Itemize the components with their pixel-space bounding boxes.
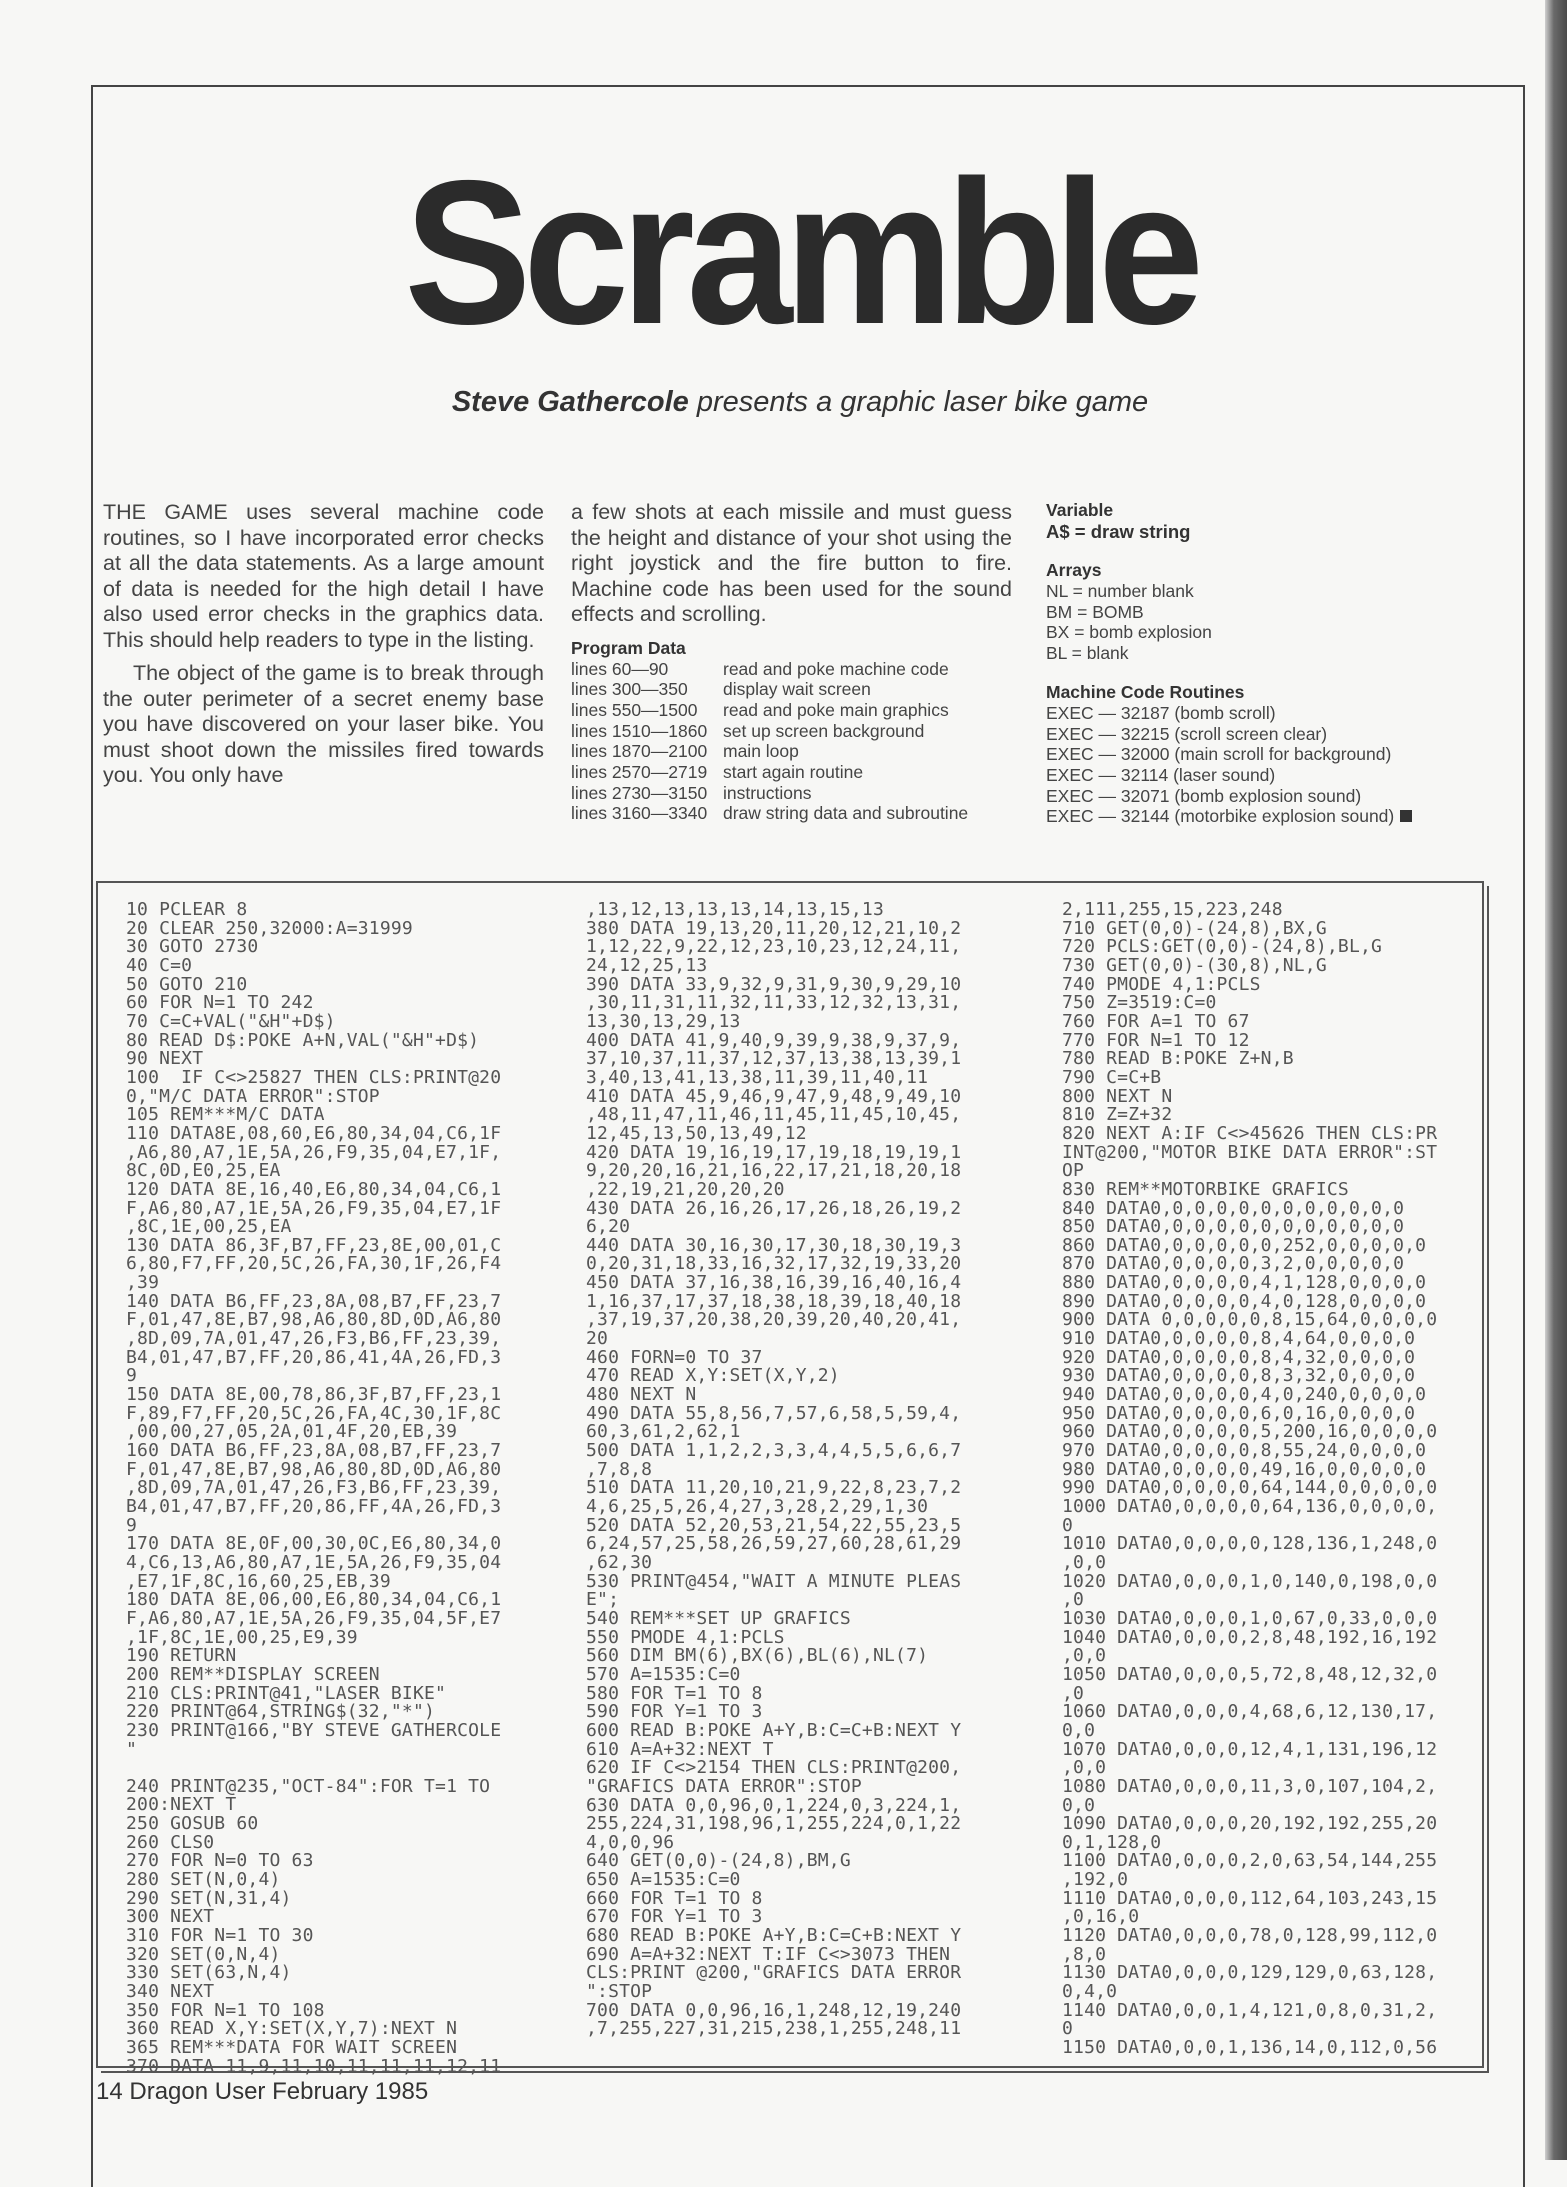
array-item: NL = number blank — [1046, 581, 1194, 601]
author-name: Steve Gathercole — [451, 386, 689, 418]
line-range: lines 1870—2100 — [571, 741, 708, 762]
listing-line: 380 DATA 19,13,20,11,20,12,21,10,2 — [586, 917, 962, 939]
listing-line: 1140 DATA0,0,0,1,4,121,0,8,0,31,2, — [1062, 1999, 1438, 2021]
routine-text: EXEC — 32187 (bomb scroll) — [1046, 702, 1276, 723]
listing-line: 500 DATA 1,1,2,2,3,3,4,4,5,5,6,6,7 — [586, 1440, 962, 1462]
line-range: lines 2570—2719 — [571, 762, 708, 783]
listing-line: 8C,0D,E0,25,EA — [126, 1160, 281, 1182]
program-listing — [96, 881, 1484, 2077]
listing-line: ,62,30 — [586, 1551, 653, 1573]
listing-line: 1,16,37,17,37,18,38,18,39,18,40,18 — [586, 1290, 962, 1312]
listing-line: 980 DATA0,0,0,0,0,49,16,0,0,0,0,0 — [1062, 1458, 1427, 1480]
listing-line: 6,80,F7,FF,20,5C,26,FA,30,1F,26,F4 — [126, 1253, 502, 1275]
listing-line: "GRAFICS DATA ERROR":STOP — [586, 1775, 862, 1797]
listing-line: 20 — [586, 1328, 609, 1350]
listing-line: ,7,8,8 — [586, 1458, 653, 1480]
listing-line: 0,0 — [1062, 1719, 1096, 1741]
listing-line: 620 IF C<>2154 THEN CLS:PRINT@200, — [586, 1757, 962, 1779]
listing-line: 110 DATA8E,08,60,E6,80,34,04,C6,1F — [126, 1122, 502, 1144]
listing-line: INT@200,"MOTOR BIKE DATA ERROR":ST — [1062, 1141, 1438, 1163]
listing-line: 760 FOR A=1 TO 67 — [1062, 1010, 1250, 1032]
variable-line: A$ = draw string — [1046, 521, 1191, 542]
listing-line: 970 DATA0,0,0,0,0,8,55,24,0,0,0,0 — [1062, 1440, 1427, 1462]
article-subtitle — [0, 386, 1567, 419]
program-data-row — [571, 741, 1012, 762]
line-range: lines 550—1500 — [571, 699, 698, 720]
article-title: Scramble — [404, 138, 1196, 367]
listing-line: 90 NEXT — [126, 1048, 204, 1070]
listing-line: 610 A=A+32:NEXT T — [586, 1738, 774, 1760]
listing-line: 340 NEXT — [126, 1981, 215, 2003]
listing-line: 560 DIM BM(6),BX(6),BL(6),NL(7) — [586, 1645, 929, 1667]
listing-line: 370 DATA 11,9,11,10,11,11,11,12,11 — [126, 2055, 502, 2077]
program-data-row — [571, 700, 1012, 721]
listing-line: 180 DATA 8E,06,00,E6,80,34,04,C6,1 — [126, 1589, 502, 1611]
listing-line: 30 GOTO 2730 — [126, 936, 259, 958]
listing-line: ,8D,09,7A,01,47,26,F3,B6,FF,23,39, — [126, 1477, 502, 1499]
listing-line: 0,4,0 — [1062, 1981, 1118, 2003]
listing-line: F,A6,80,A7,1E,5A,26,F9,35,04,5F,E7 — [126, 1607, 502, 1629]
listing-line: ,39 — [126, 1272, 160, 1294]
program-data-heading: Program Data — [571, 637, 686, 658]
intro-column-2 — [571, 500, 1012, 824]
listing-line: 1110 DATA0,0,0,0,112,64,103,243,15 — [1062, 1887, 1438, 1909]
listing-line: 430 DATA 26,16,26,17,26,18,26,19,2 — [586, 1197, 962, 1219]
listing-line: B4,01,47,B7,FF,20,86,FF,4A,26,FD,3 — [126, 1496, 502, 1517]
listing-line: 910 DATA0,0,0,0,0,8,4,64,0,0,0,0 — [1062, 1328, 1416, 1350]
line-description: instructions — [723, 782, 812, 803]
listing-line: ,37,19,37,20,38,20,39,20,40,20,41, — [586, 1309, 962, 1331]
listing-line: 410 DATA 45,9,46,9,47,9,48,9,49,10 — [586, 1085, 962, 1107]
listing-line: F,A6,80,A7,1E,5A,26,F9,35,04,E7,1F — [126, 1197, 502, 1219]
listing-line: 300 NEXT — [126, 1906, 215, 1928]
listing-line: 200 REM**DISPLAY SCREEN — [126, 1663, 380, 1685]
array-item: BX = bomb explosion — [1046, 622, 1212, 643]
listing-line: 1050 DATA0,0,0,0,5,72,8,48,12,32,0 — [1062, 1663, 1438, 1685]
listing-line: 680 READ B:POKE A+Y,B:C=C+B:NEXT Y — [586, 1925, 962, 1947]
reference-column — [1046, 500, 1486, 827]
listing-line: 60,3,61,2,62,1 — [586, 1421, 741, 1443]
listing-line: 0,20,31,18,33,16,32,17,32,19,33,20 — [586, 1253, 962, 1275]
variable-heading: Variable — [1046, 500, 1114, 520]
routine-text: EXEC — 32000 (main scroll for background) — [1046, 744, 1392, 765]
listing-line: 940 DATA0,0,0,0,0,4,0,240,0,0,0,0 — [1062, 1384, 1427, 1406]
listing-line: 650 A=1535:C=0 — [586, 1869, 741, 1891]
listing-line: 1100 DATA0,0,0,0,2,0,63,54,144,255 — [1062, 1850, 1438, 1872]
listing-line: 490 DATA 55,8,56,7,57,6,58,5,59,4, — [586, 1402, 962, 1424]
listing-line: 10 PCLEAR 8 — [126, 899, 248, 920]
intro-paragraph: THE GAME uses several machine code routines, so I have incorporated error checks at all the data statements. As a large amount of data is needed for the high detail I have also used error checks in the graphics data. This should help readers to type in the listing. — [103, 500, 544, 652]
listing-line: 510 DATA 11,20,10,21,9,22,8,23,7,2 — [586, 1477, 962, 1499]
listing-line: 600 READ B:POKE A+Y,B:C=C+B:NEXT Y — [586, 1719, 962, 1741]
listing-line: 1020 DATA0,0,0,0,1,0,140,0,198,0,0 — [1062, 1570, 1438, 1592]
listing-line: 130 DATA 86,3F,B7,FF,23,8E,00,01,C — [126, 1234, 502, 1256]
listing-line: 9,20,20,16,21,16,22,17,21,18,20,18 — [586, 1160, 962, 1182]
arrays-heading: Arrays — [1046, 560, 1102, 580]
subtitle-text: presents a graphic laser bike game — [688, 386, 1149, 418]
listing-line: 6,24,57,25,58,26,59,27,60,28,61,29 — [586, 1533, 962, 1555]
routines-heading: Machine Code Routines — [1046, 681, 1245, 702]
listing-line: 950 DATA0,0,0,0,0,6,0,16,0,0,0,0 — [1062, 1402, 1416, 1424]
line-description: draw string data and subroutine — [723, 803, 969, 824]
listing-line: 520 DATA 52,20,53,21,54,22,55,23,5 — [586, 1514, 962, 1536]
listing-line: 640 GET(0,0)-(24,8),BM,G — [586, 1850, 851, 1872]
array-item: BL = blank — [1046, 643, 1129, 664]
listing-line: F,01,47,8E,B7,98,A6,80,8D,0D,A6,80 — [126, 1309, 502, 1331]
listing-line: 550 PMODE 4,1:PCLS — [586, 1626, 785, 1648]
listing-line: ,30,11,31,11,32,11,33,12,32,13,31, — [586, 992, 962, 1014]
listing-line: 450 DATA 37,16,38,16,39,16,40,16,4 — [586, 1272, 962, 1294]
listing-line: 350 FOR N=1 TO 108 — [126, 1999, 325, 2021]
intro-paragraph: The object of the game is to break through the outer perimeter of a secret enemy base you have discovered on your laser bike. You must shoot down the missiles fired towards you. You only have — [103, 661, 544, 787]
listing-line: 530 PRINT@454,"WAIT A MINUTE PLEAS — [586, 1570, 962, 1592]
listing-line: 1120 DATA0,0,0,0,78,0,128,99,112,0 — [1062, 1925, 1438, 1947]
listing-line: 900 DATA 0,0,0,0,0,8,15,64,0,0,0,0 — [1062, 1309, 1438, 1331]
listing-line: 850 DATA0,0,0,0,0,0,0,0,0,0,0,0 — [1062, 1216, 1405, 1238]
listing-line: ,0 — [1062, 1682, 1085, 1704]
listing-line: 740 PMODE 4,1:PCLS — [1062, 973, 1261, 995]
listing-line: 1030 DATA0,0,0,0,1,0,67,0,33,0,0,0 — [1062, 1607, 1438, 1629]
listing-line: 460 FORN=0 TO 37 — [586, 1346, 763, 1368]
listing-line: 710 GET(0,0)-(24,8),BX,G — [1062, 917, 1327, 939]
listing-line: 24,12,25,13 — [586, 954, 708, 976]
listing-line: 240 PRINT@235,"OCT-84":FOR T=1 TO — [126, 1775, 491, 1797]
listing-line: 890 DATA0,0,0,0,0,4,0,128,0,0,0,0 — [1062, 1290, 1427, 1312]
listing-line: 210 CLS:PRINT@41,"LASER BIKE" — [126, 1682, 447, 1704]
listing-line: 220 PRINT@64,STRING$(32,"*") — [126, 1701, 436, 1723]
listing-line: 480 NEXT N — [586, 1384, 697, 1406]
listing-line: 470 READ X,Y:SET(X,Y,2) — [586, 1365, 840, 1387]
listing-line: 365 REM***DATA FOR WAIT SCREEN — [126, 2037, 458, 2059]
listing-line: 660 FOR T=1 TO 8 — [586, 1887, 763, 1909]
listing-line: 990 DATA0,0,0,0,0,64,144,0,0,0,0,0 — [1062, 1477, 1438, 1499]
listing-line: 750 Z=3519:C=0 — [1062, 992, 1217, 1014]
listing-line: OP — [1062, 1160, 1085, 1182]
listing-line: 360 READ X,Y:SET(X,Y,7):NEXT N — [126, 2018, 458, 2040]
listing-line: 320 SET(0,N,4) — [126, 1943, 281, 1965]
listing-line: ,0,0 — [1062, 1551, 1107, 1573]
listing-line: 920 DATA0,0,0,0,0,8,4,32,0,0,0,0 — [1062, 1346, 1416, 1368]
listing-line: 150 DATA 8E,00,78,86,3F,B7,FF,23,1 — [126, 1384, 502, 1406]
listing-line: F,01,47,8E,B7,98,A6,80,8D,0D,A6,80 — [126, 1458, 502, 1480]
listing-line: 105 REM***M/C DATA — [126, 1104, 325, 1126]
line-description: display wait screen — [723, 679, 871, 700]
program-data-row — [571, 762, 1012, 783]
line-range: lines 60—90 — [571, 658, 669, 679]
routine-item — [1046, 786, 1486, 807]
page-edge-shadow — [1545, 0, 1567, 2160]
listing-line: ,E7,1F,8C,16,60,25,EB,39 — [126, 1570, 391, 1592]
listing-line: 37,10,37,11,37,12,37,13,38,13,39,1 — [586, 1048, 962, 1070]
listing-line: ,48,11,47,11,46,11,45,11,45,10,45, — [586, 1104, 962, 1126]
listing-line: 230 PRINT@166,"BY STEVE GATHERCOLE — [126, 1719, 502, 1741]
listing-line: 2,111,255,15,223,248 — [1062, 899, 1283, 920]
listing-line: ,8D,09,7A,01,47,26,F3,B6,FF,23,39, — [126, 1328, 502, 1350]
listing-line: 120 DATA 8E,16,40,E6,80,34,04,C6,1 — [126, 1178, 502, 1200]
listing-line: 290 SET(N,31,4) — [126, 1887, 292, 1909]
listing-line: 0,1,128,0 — [1062, 1831, 1162, 1853]
routine-item — [1046, 724, 1486, 745]
listing-line: 60 FOR N=1 TO 242 — [126, 992, 314, 1014]
listing-line: E"; — [586, 1589, 620, 1611]
listing-line: 720 PCLS:GET(0,0)-(24,8),BL,G — [1062, 936, 1383, 958]
listing-column-2 — [586, 901, 961, 2039]
listing-line: 170 DATA 8E,0F,00,30,0C,E6,80,34,0 — [126, 1533, 502, 1555]
listing-line: 870 DATA0,0,0,0,0,3,2,0,0,0,0,0 — [1062, 1253, 1405, 1275]
listing-line: 690 A=A+32:NEXT T:IF C<>3073 THEN — [586, 1943, 951, 1965]
listing-line: ,192,0 — [1062, 1869, 1129, 1891]
listing-line: 260 CLS0 — [126, 1831, 215, 1853]
routine-text: EXEC — 32071 (bomb explosion sound) — [1046, 785, 1362, 806]
listing-line: 840 DATA0,0,0,0,0,0,0,0,0,0,0,0 — [1062, 1197, 1405, 1219]
listing-line: 0 — [1062, 2018, 1074, 2040]
line-description: read and poke main graphics — [723, 699, 949, 720]
routine-item — [1046, 806, 1486, 827]
array-item: BM = BOMB — [1046, 601, 1144, 622]
listing-column-1 — [126, 901, 501, 2076]
listing-line: 1000 DATA0,0,0,0,0,64,136,0,0,0,0, — [1062, 1496, 1438, 1517]
routine-item — [1046, 744, 1486, 765]
routine-text: EXEC — 32114 (laser sound) — [1046, 764, 1276, 785]
intro-column-1 — [103, 500, 544, 789]
listing-line: 70 C=C+VAL("&H"+D$) — [126, 1010, 336, 1032]
end-mark-icon — [1400, 810, 1412, 822]
listing-line: 1,12,22,9,22,12,23,10,23,12,24,11, — [586, 936, 962, 958]
line-range: lines 300—350 — [571, 679, 688, 700]
listing-line: ,8,0 — [1062, 1943, 1107, 1965]
listing-line: ,00,00,27,05,2A,01,4F,20,EB,39 — [126, 1421, 458, 1443]
listing-line: 330 SET(63,N,4) — [126, 1962, 292, 1984]
listing-line: 200:NEXT T — [126, 1794, 237, 1816]
listing-line: 390 DATA 33,9,32,9,31,9,30,9,29,10 — [586, 973, 962, 995]
routine-item — [1046, 765, 1486, 786]
routine-text: EXEC — 32144 (motorbike explosion sound) — [1046, 806, 1395, 827]
listing-line: 0,0 — [1062, 1794, 1096, 1816]
listing-line: 880 DATA0,0,0,0,0,4,1,128,0,0,0,0 — [1062, 1272, 1427, 1294]
listing-line: 630 DATA 0,0,96,0,1,224,0,3,224,1, — [586, 1794, 962, 1816]
listing-line: 0 — [1062, 1514, 1074, 1536]
listing-line: 400 DATA 41,9,40,9,39,9,38,9,37,9, — [586, 1029, 962, 1051]
listing-line: 780 READ B:POKE Z+N,B — [1062, 1048, 1294, 1070]
routine-text: EXEC — 32215 (scroll screen clear) — [1046, 723, 1328, 744]
listing-line: 250 GOSUB 60 — [126, 1813, 259, 1835]
listing-line: ":STOP — [586, 1981, 653, 2003]
line-range: lines 2730—3150 — [571, 782, 708, 803]
listing-line: 540 REM***SET UP GRAFICS — [586, 1607, 851, 1629]
routine-item — [1046, 703, 1486, 724]
listing-line: 310 FOR N=1 TO 30 — [126, 1925, 314, 1947]
listing-line: 13,30,13,29,13 — [586, 1010, 741, 1032]
listing-line: ,A6,80,A7,1E,5A,26,F9,35,04,E7,1F, — [126, 1141, 502, 1163]
program-data-table — [571, 659, 1012, 825]
listing-line: 80 READ D$:POKE A+N,VAL("&H"+D$) — [126, 1029, 480, 1051]
listing-line: 770 FOR N=1 TO 12 — [1062, 1029, 1250, 1051]
listing-line: 1090 DATA0,0,0,0,20,192,192,255,20 — [1062, 1813, 1438, 1835]
listing-line: " — [126, 1738, 138, 1760]
listing-line: 590 FOR Y=1 TO 3 — [586, 1701, 763, 1723]
line-description: read and poke machine code — [723, 658, 949, 679]
listing-line: ,0 — [1062, 1589, 1085, 1611]
line-description: main loop — [723, 741, 799, 762]
routines-list — [1046, 703, 1486, 827]
listing-line: 810 Z=Z+32 — [1062, 1104, 1173, 1126]
listing-line: 255,224,31,198,96,1,255,224,0,1,22 — [586, 1813, 962, 1835]
listing-line: ,8C,1E,00,25,EA — [126, 1216, 292, 1238]
page-footer: 14 Dragon User February 1985 — [96, 2078, 429, 2105]
program-data-row — [571, 783, 1012, 804]
listing-line: 1010 DATA0,0,0,0,0,128,136,1,248,0 — [1062, 1533, 1438, 1555]
listing-line: 570 A=1535:C=0 — [586, 1663, 741, 1685]
listing-line: 4,C6,13,A6,80,A7,1E,5A,26,F9,35,04 — [126, 1551, 502, 1573]
listing-line: 6,20 — [586, 1216, 631, 1238]
listing-line: 100 IF C<>25827 THEN CLS:PRINT@20 — [126, 1066, 502, 1088]
listing-line: 270 FOR N=0 TO 63 — [126, 1850, 314, 1872]
listing-line: CLS:PRINT @200,"GRAFICS DATA ERROR — [586, 1962, 962, 1984]
listing-line: 0,"M/C DATA ERROR":STOP — [126, 1085, 380, 1107]
listing-line: ,7,255,227,31,215,238,1,255,248,11 — [586, 2018, 962, 2040]
listing-line: 830 REM**MOTORBIKE GRAFICS — [1062, 1178, 1349, 1200]
listing-line: 3,40,13,41,13,38,11,39,11,40,11 — [586, 1066, 929, 1088]
listing-line: 790 C=C+B — [1062, 1066, 1162, 1088]
line-range: lines 1510—1860 — [571, 720, 708, 741]
listing-line: 700 DATA 0,0,96,16,1,248,12,19,240 — [586, 1999, 962, 2021]
program-data-row — [571, 679, 1012, 700]
program-data-row — [571, 659, 1012, 680]
listing-line: 440 DATA 30,16,30,17,30,18,30,19,3 — [586, 1234, 962, 1256]
listing-line: 280 SET(N,0,4) — [126, 1869, 281, 1891]
listing-line: 1150 DATA0,0,0,1,136,14,0,112,0,56 — [1062, 2037, 1438, 2059]
listing-line: ,1F,8C,1E,00,25,E9,39 — [126, 1626, 358, 1648]
listing-line: 40 C=0 — [126, 954, 193, 976]
listing-line: 1040 DATA0,0,0,0,2,8,48,192,16,192 — [1062, 1626, 1438, 1648]
arrays-list — [1046, 581, 1486, 664]
listing-line: B4,01,47,B7,FF,20,86,41,4A,26,FD,3 — [126, 1346, 502, 1368]
listing-line: 820 NEXT A:IF C<>45626 THEN CLS:PR — [1062, 1122, 1438, 1144]
listing-line: 9 — [126, 1365, 138, 1387]
listing-line: 800 NEXT N — [1062, 1085, 1173, 1107]
listing-line: ,13,12,13,13,13,14,13,15,13 — [586, 899, 884, 920]
listing-line: 1130 DATA0,0,0,0,129,129,0,63,128, — [1062, 1962, 1438, 1984]
program-data-row — [571, 721, 1012, 742]
listing-line: 50 GOTO 210 — [126, 973, 248, 995]
listing-line: 4,6,25,5,26,4,27,3,28,2,29,1,30 — [586, 1496, 929, 1517]
listing-line: ,0,16,0 — [1062, 1906, 1140, 1928]
listing-line: 420 DATA 19,16,19,17,19,18,19,19,1 — [586, 1141, 962, 1163]
listing-line: 1080 DATA0,0,0,0,11,3,0,107,104,2, — [1062, 1775, 1438, 1797]
listing-line: 930 DATA0,0,0,0,0,8,3,32,0,0,0,0 — [1062, 1365, 1416, 1387]
program-data-row — [571, 803, 1012, 824]
listing-line: 960 DATA0,0,0,0,0,5,200,16,0,0,0,0 — [1062, 1421, 1438, 1443]
listing-line: 190 RETURN — [126, 1645, 237, 1667]
listing-line: ,0,0 — [1062, 1757, 1107, 1779]
listing-line: 1070 DATA0,0,0,0,12,4,1,131,196,12 — [1062, 1738, 1438, 1760]
line-range: lines 3160—3340 — [571, 803, 708, 824]
line-description: set up screen background — [723, 720, 925, 741]
listing-line: F,89,F7,FF,20,5C,26,FA,4C,30,1F,8C — [126, 1402, 502, 1424]
listing-line: 670 FOR Y=1 TO 3 — [586, 1906, 763, 1928]
listing-line: 9 — [126, 1514, 138, 1536]
listing-line: ,0,0 — [1062, 1645, 1107, 1667]
listing-line: 4,0,0,96 — [586, 1831, 675, 1853]
listing-line: 160 DATA B6,FF,23,8A,08,B7,FF,23,7 — [126, 1440, 502, 1462]
listing-line: 730 GET(0,0)-(30,8),NL,G — [1062, 954, 1327, 976]
listing-line: 12,45,13,50,13,49,12 — [586, 1122, 807, 1144]
listing-line: ,22,19,21,20,20,20 — [586, 1178, 785, 1200]
listing-line: 860 DATA0,0,0,0,0,0,252,0,0,0,0,0 — [1062, 1234, 1427, 1256]
listing-line: 1060 DATA0,0,0,0,4,68,6,12,130,17, — [1062, 1701, 1438, 1723]
listing-column-3 — [1062, 901, 1437, 2058]
listing-line: 20 CLEAR 250,32000:A=31999 — [126, 917, 413, 939]
listing-line: 580 FOR T=1 TO 8 — [586, 1682, 763, 1704]
listing-line: 140 DATA B6,FF,23,8A,08,B7,FF,23,7 — [126, 1290, 502, 1312]
intro-paragraph: a few shots at each missile and must guess the height and distance of your shot using the right joystick and the fire button to fire. Machine code has been used for the sound effects and scrolling. — [571, 500, 1012, 626]
line-description: start again routine — [723, 762, 864, 783]
